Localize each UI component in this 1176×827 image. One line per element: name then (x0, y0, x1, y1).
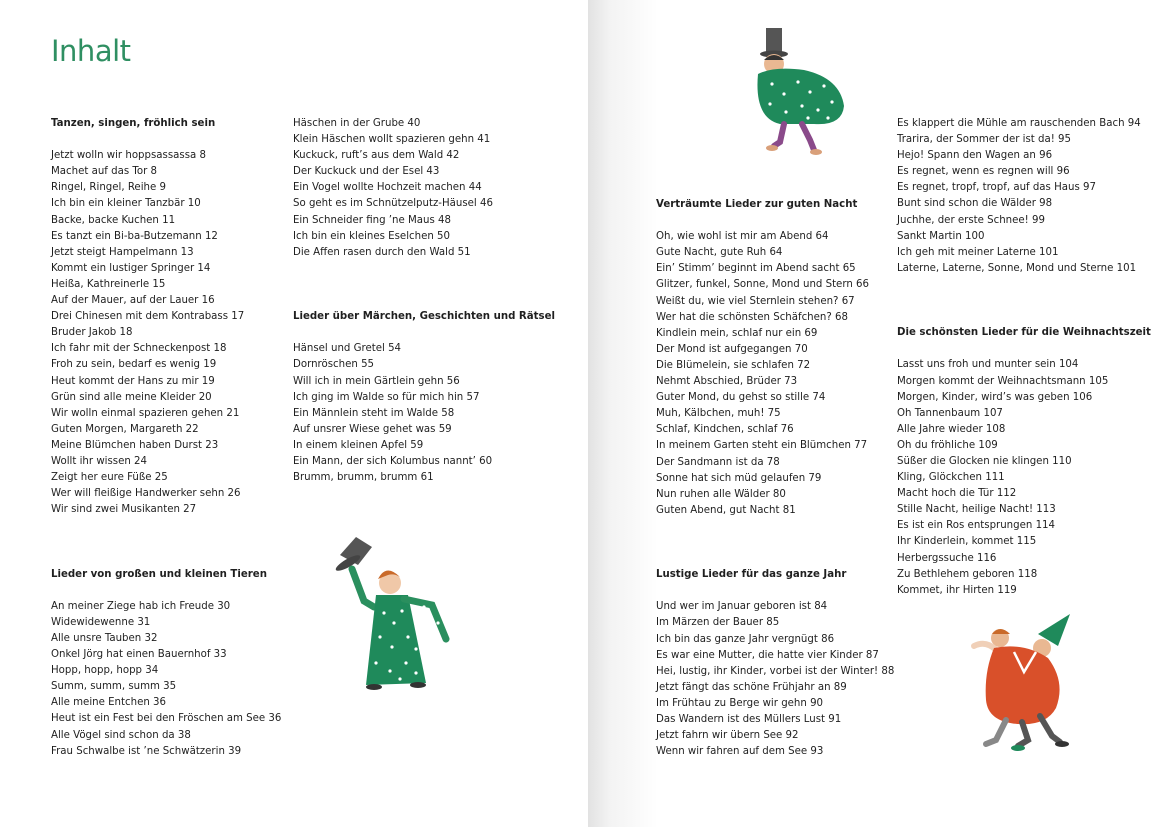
section-heading: Tanzen, singen, fröhlich sein (51, 118, 216, 129)
toc-entry: Jetzt fängt das schöne Frühjahr an 89 (656, 681, 847, 693)
toc-entry: Lasst uns froh und munter sein 104 (897, 359, 1079, 371)
toc-entry: In einem kleinen Apfel 59 (293, 439, 424, 451)
toc-entry: An meiner Ziege hab ich Freude 30 (51, 600, 231, 612)
toc-entry: Alle unsre Tauben 32 (51, 633, 158, 644)
toc-entry: Ein Schneider fing ’ne Maus 48 (293, 214, 451, 226)
toc-entry: Widewidewenne 31 (51, 616, 151, 628)
toc-entry: Meine Blümchen haben Durst 23 (51, 439, 219, 451)
man-in-top-hat-illustration (744, 26, 854, 156)
toc-entry: In meinem Garten steht ein Blümchen 77 (656, 440, 868, 452)
woman-waving-hat-illustration (330, 533, 460, 693)
toc-entry: So geht es im Schnützelputz-Häusel 46 (293, 198, 493, 210)
section-heading: Die schönsten Lieder für die Weihnachtszeit (897, 327, 1151, 339)
toc-entry: Es ist ein Ros entsprungen 114 (897, 520, 1056, 532)
toc-entry: Alle meine Entchen 36 (51, 697, 166, 709)
section-heading: Lustige Lieder für das ganze Jahr (656, 569, 847, 581)
toc-entry: Ich geh mit meiner Laterne 101 (897, 246, 1059, 258)
toc-entry: Wir wolln einmal spazieren gehen 21 (51, 407, 240, 419)
dancing-couple-illustration (966, 612, 1076, 754)
right-page (588, 0, 1176, 827)
toc-entry: Wenn wir fahren auf dem See 93 (656, 746, 824, 758)
toc-entry: Alle Vögel sind schon da 38 (51, 729, 191, 741)
toc-entry: Brumm, brumm, brumm 61 (293, 472, 434, 484)
toc-entry: Guten Morgen, Margareth 22 (51, 423, 199, 435)
toc-column-1 (51, 116, 281, 760)
toc-entry: Morgen kommt der Weihnachtsmann 105 (897, 375, 1109, 387)
toc-entry: Im Märzen der Bauer 85 (656, 617, 780, 629)
toc-entry: Bunt sind schon die Wälder 98 (897, 198, 1053, 210)
toc-entry: Juchhe, der erste Schnee! 99 (897, 214, 1045, 226)
toc-entry: Summ, summ, summ 35 (51, 681, 177, 693)
toc-entry: Ein Männlein steht im Walde 58 (293, 407, 455, 419)
section-heading: Lieder über Märchen, Geschichten und Rätsel (293, 311, 555, 323)
toc-list (51, 599, 281, 760)
toc-entry: Im Frühtau zu Berge wir gehn 90 (656, 697, 824, 709)
toc-entry: Will ich in mein Gärtlein gehn 56 (293, 375, 460, 387)
toc-entry: Ich bin ein kleiner Tanzbär 10 (51, 198, 201, 210)
toc-entry: Der Sandmann ist da 78 (656, 456, 780, 468)
toc-entry: Jetzt steigt Hampelmann 13 (51, 246, 194, 258)
toc-entry: Herbergssuche 116 (897, 552, 997, 564)
toc-entry: Bruder Jakob 18 (51, 327, 133, 339)
section-heading: Verträumte Lieder zur guten Nacht (656, 199, 858, 210)
toc-entry: Macht hoch die Tür 112 (897, 488, 1017, 500)
toc-entry: Oh, wie wohl ist mir am Abend 64 (656, 231, 829, 243)
toc-entry: Kindlein mein, schlaf nur ein 69 (656, 327, 818, 339)
toc-entry: Die Affen rasen durch den Wald 51 (293, 246, 471, 258)
section-heading: Lieder von großen und kleinen Tieren (51, 568, 267, 580)
toc-entry: Frau Schwalbe ist ’ne Schwätzerin 39 (51, 745, 242, 757)
toc-entry: Guten Abend, gut Nacht 81 (656, 504, 796, 516)
top-hat-icon (760, 28, 788, 58)
toc-entry: Zeigt her eure Füße 25 (51, 472, 168, 484)
toc-entry: Ihr Kinderlein, kommet 115 (897, 536, 1037, 548)
toc-entry: Glitzer, funkel, Sonne, Mond und Stern 66 (656, 279, 869, 291)
toc-entry: Ringel, Ringel, Reihe 9 (51, 182, 166, 194)
toc-entry: Hänsel und Gretel 54 (293, 343, 402, 355)
toc-entry: Hopp, hopp, hopp 34 (51, 665, 159, 677)
toc-list (897, 116, 1151, 277)
toc-entry: Die Blümelein, sie schlafen 72 (656, 359, 811, 371)
toc-entry: Heißa, Kathreinerle 15 (51, 278, 166, 290)
toc-entry: Zu Bethlehem geboren 118 (897, 568, 1038, 580)
toc-entry: Nun ruhen alle Wälder 80 (656, 488, 786, 500)
toc-entry: Morgen, Kinder, wird’s was geben 106 (897, 391, 1093, 403)
toc-entry: Es war eine Mutter, die hatte vier Kinder 87 (656, 649, 879, 661)
toc-column-2 (293, 116, 555, 486)
toc-entry: Auf unsrer Wiese gehet was 59 (293, 423, 452, 435)
toc-entry: Kuckuck, ruft’s aus dem Wald 42 (293, 150, 460, 162)
page-title: Inhalt (51, 34, 131, 68)
toc-column-4 (897, 116, 1151, 599)
toc-entry: Dornröschen 55 (293, 359, 375, 371)
toc-entry: Und wer im Januar geboren ist 84 (656, 601, 828, 613)
toc-entry: Ich ging im Walde so für mich hin 57 (293, 391, 480, 403)
toc-entry: Jetzt fahrn wir übern See 92 (656, 730, 799, 742)
toc-entry: Es regnet, wenn es regnen will 96 (897, 166, 1070, 178)
toc-entry: Grün sind alle meine Kleider 20 (51, 391, 212, 403)
toc-entry: Es regnet, tropf, tropf, auf das Haus 97 (897, 182, 1096, 194)
toc-entry: Trarira, der Sommer der ist da! 95 (897, 134, 1072, 146)
toc-entry: Muh, Kälbchen, muh! 75 (656, 408, 781, 420)
toc-entry: Ich fahr mit der Schneckenpost 18 (51, 343, 227, 355)
toc-entry: Der Mond ist aufgegangen 70 (656, 343, 808, 355)
toc-entry: Onkel Jörg hat einen Bauernhof 33 (51, 649, 227, 661)
toc-entry: Guter Mond, du gehst so stille 74 (656, 392, 826, 404)
toc-entry: Jetzt wolln wir hoppsassassa 8 (51, 150, 206, 162)
toc-entry: Kommet, ihr Hirten 119 (897, 584, 1017, 596)
toc-entry: Es klappert die Mühle am rauschenden Bach 94 (897, 118, 1141, 129)
toc-entry: Alle Jahre wieder 108 (897, 423, 1006, 435)
toc-entry: Oh Tannenbaum 107 (897, 407, 1003, 419)
toc-entry: Klein Häschen wollt spazieren gehn 41 (293, 134, 491, 146)
toc-entry: Gute Nacht, gute Ruh 64 (656, 247, 783, 259)
toc-entry: Süßer die Glocken nie klingen 110 (897, 455, 1072, 467)
toc-entry: Stille Nacht, heilige Nacht! 113 (897, 504, 1056, 516)
toc-entry: Wer hat die schönsten Schäfchen? 68 (656, 311, 848, 323)
toc-column-3 (656, 197, 894, 760)
toc-entry: Das Wandern ist des Müllers Lust 91 (656, 714, 842, 725)
toc-entry: Wir sind zwei Musikanten 27 (51, 504, 197, 516)
toc-entry: Auf der Mauer, auf der Lauer 16 (51, 295, 215, 307)
toc-entry: Schlaf, Kindchen, schlaf 76 (656, 424, 794, 436)
toc-entry: Froh zu sein, bedarf es wenig 19 (51, 359, 217, 371)
toc-entry: Ich bin ein kleines Eselchen 50 (293, 230, 451, 242)
toc-entry: Ich bin das ganze Jahr vergnügt 86 (656, 633, 835, 645)
toc-list (656, 229, 894, 519)
toc-list (51, 148, 281, 518)
toc-entry: Hejo! Spann den Wagen an 96 (897, 150, 1053, 162)
toc-entry: Wollt ihr wissen 24 (51, 455, 148, 467)
toc-entry: Nehmt Abschied, Brüder 73 (656, 376, 798, 388)
toc-entry: Häschen in der Grube 40 (293, 118, 421, 129)
toc-entry: Sankt Martin 100 (897, 230, 985, 242)
toc-entry: Der Kuckuck und der Esel 43 (293, 166, 440, 178)
toc-entry: Sonne hat sich müd gelaufen 79 (656, 472, 822, 484)
toc-entry: Machet auf das Tor 8 (51, 166, 158, 178)
toc-entry: Ein Mann, der sich Kolumbus nannt’ 60 (293, 455, 493, 467)
toc-list (897, 357, 1151, 598)
toc-entry: Wer will fleißige Handwerker sehn 26 (51, 488, 241, 500)
toc-entry: Ein Vogel wollte Hochzeit machen 44 (293, 182, 482, 194)
toc-list (293, 116, 555, 261)
toc-entry: Backe, backe Kuchen 11 (51, 214, 176, 226)
toc-entry: Oh du fröhliche 109 (897, 439, 998, 451)
toc-entry: Heut kommt der Hans zu mir 19 (51, 375, 215, 387)
toc-list (293, 341, 555, 486)
toc-entry: Laterne, Laterne, Sonne, Mond und Sterne 101 (897, 262, 1137, 274)
toc-entry: Kommt ein lustiger Springer 14 (51, 262, 211, 274)
toc-entry: Kling, Glöckchen 111 (897, 472, 1005, 484)
toc-entry: Heut ist ein Fest bei den Fröschen am See 36 (51, 713, 282, 725)
toc-entry: Es tanzt ein Bi-ba-Butzemann 12 (51, 230, 218, 242)
toc-entry: Drei Chinesen mit dem Kontrabass 17 (51, 311, 245, 323)
toc-entry: Weißt du, wie viel Sternlein stehen? 67 (656, 295, 855, 307)
toc-entry: Ein’ Stimm’ beginnt im Abend sacht 65 (656, 263, 856, 275)
toc-list (656, 599, 894, 760)
toc-entry: Hei, lustig, ihr Kinder, vorbei ist der Winter! 88 (656, 665, 895, 677)
